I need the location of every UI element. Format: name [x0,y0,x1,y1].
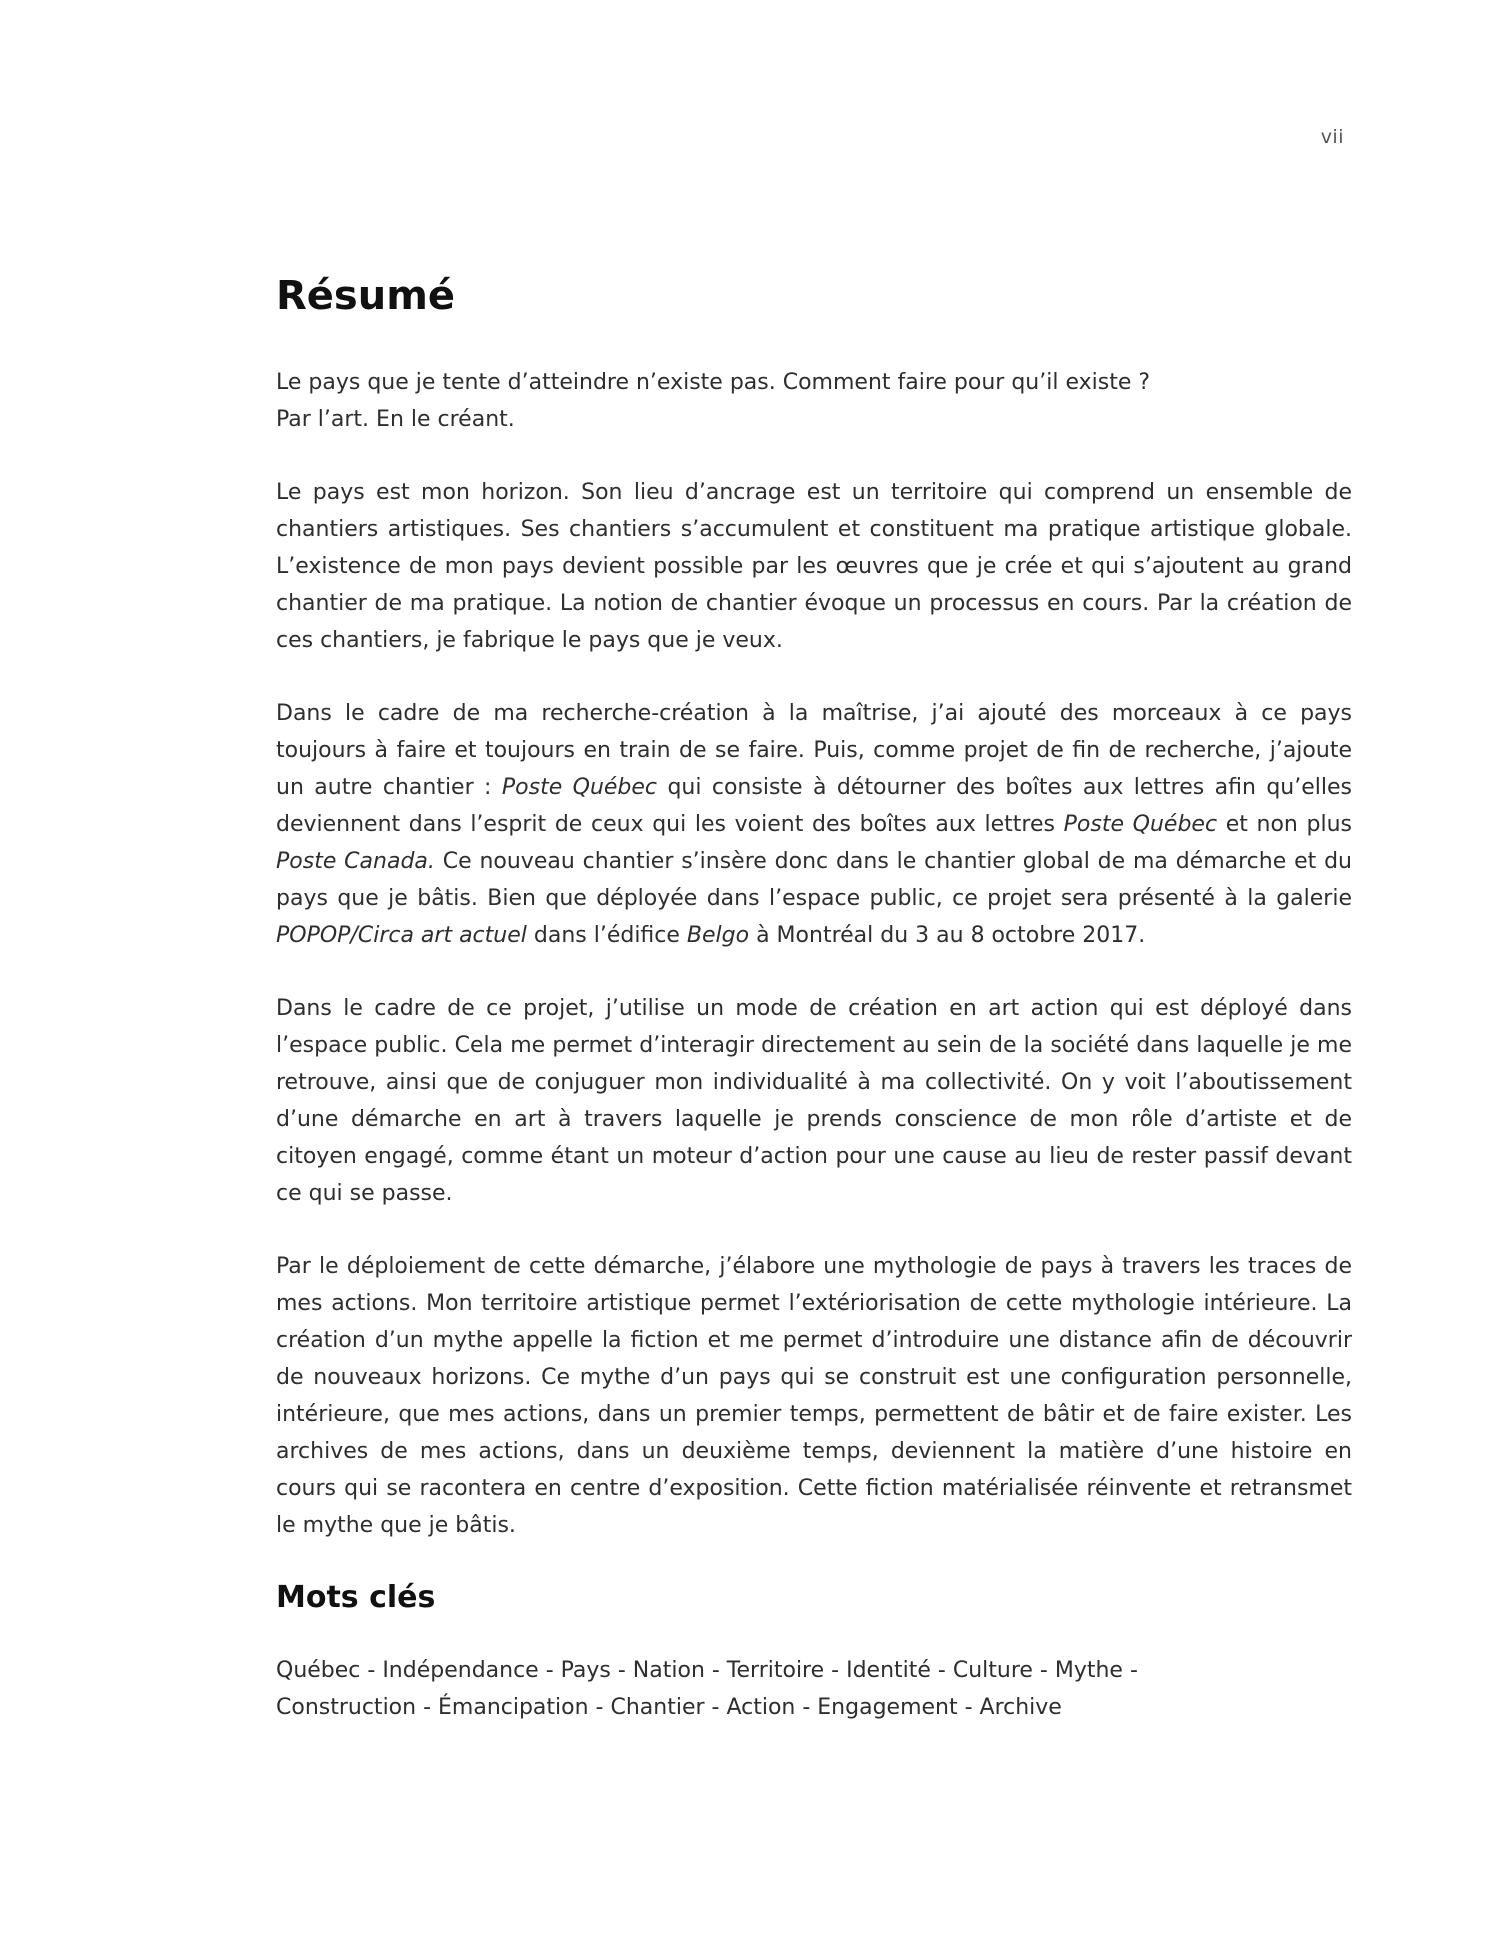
project-title-poste-quebec-2: Poste Québec [1063,812,1218,837]
paragraph-action-art: Dans le cadre de ce projet, j’utilise un mode de création en art action qui est déployé dans l’espace public. Cela me permet d’interagir directement au sein de la société dans laquelle je me retrouve, ainsi que de conjuguer mon individualité à ma collectivité. On y voit l’aboutissement d’une démarche en art à travers laquelle je prends conscience de mon rôle d’artiste et de citoyen engagé, comme étant un moteur d’action pour une cause au lieu de rester passif devant ce qui se passe. [276,996,1352,1206]
page-title: Résumé [276,273,456,319]
project-title-poste-quebec: Poste Québec [501,775,658,800]
intro-line-2: Par l’art. En le créant. [276,407,515,432]
paragraph-project [276,695,1352,954]
building-name: Belgo [686,923,750,948]
keywords-heading: Mots clés [276,1580,436,1615]
project-title-poste-canada: Poste Canada. [276,849,435,874]
project-text-4: Ce nouveau chantier s’insère donc dans le chantier global de ma démarche et du pays que je bâtis. Bien que déployée dans l’espace public, ce projet sera présenté à la galerie [276,849,1352,911]
project-text-5: dans l’édifice [526,923,687,948]
abstract-section [276,272,1352,1726]
intro-line-1: Le pays que je tente d’atteindre n’existe pas. Comment faire pour qu’il existe ? [276,370,1151,395]
project-text-2: qui consiste à détourner des boîtes aux lettres afin qu’elles deviennent dans l’esprit de ceux qui les voient des boîtes aux lettres [276,775,1353,837]
gallery-name: POPOP/Circa art actuel [276,923,527,948]
paragraph-intro [276,364,1352,438]
keywords-line-2: Construction - Émancipation - Chantier - Action - Engagement - Archive [276,1695,1062,1720]
project-text-6: à Montréal du 3 au 8 octobre 2017. [749,923,1146,948]
page-number: vii [1320,126,1344,148]
paragraph-mythology: Par le déploiement de cette démarche, j’élabore une mythologie de pays à travers les traces de mes actions. Mon territoire artistique permet l’extériorisation de cette mythologie intérieure. La création d’un mythe appelle la fiction et me permet d’introduire une distance afin de découvrir de nouveaux horizons. Ce mythe d’un pays qui se construit est une configuration personnelle, intérieure, que mes actions, dans un premier temps, permettent de bâtir et de faire exister. Les archives de mes actions, dans un deuxième temps, deviennent la matière d’une histoire en cours qui se racontera en centre d’exposition. Cette fiction matérialisée réinvente et retransmet le mythe que je bâtis. [276,1254,1352,1538]
keywords-list [276,1652,1352,1726]
project-text-1: Dans le cadre de ma recherche-création à la maîtrise, j’ai ajouté des morceaux à ce pays toujours à faire et toujours en train de se faire. Puis, comme projet de fin de recherche, j’ajoute un autre chantier : [276,701,1352,800]
keywords-line-1: Québec - Indépendance - Pays - Nation - Territoire - Identité - Culture - Mythe - [276,1658,1138,1683]
paragraph-horizon: Le pays est mon horizon. Son lieu d’ancrage est un territoire qui comprend un ensemble de chantiers artistiques. Ses chantiers s’accumulent et constituent ma pratique artistique globale. L’existence de mon pays devient possible par les œuvres que je crée et qui s’ajoutent au grand chantier de ma pratique. La notion de chantier évoque un processus en cours. Par la création de ces chantiers, je fabrique le pays que je veux. [276,480,1352,653]
project-text-3: et non plus [1217,812,1352,837]
